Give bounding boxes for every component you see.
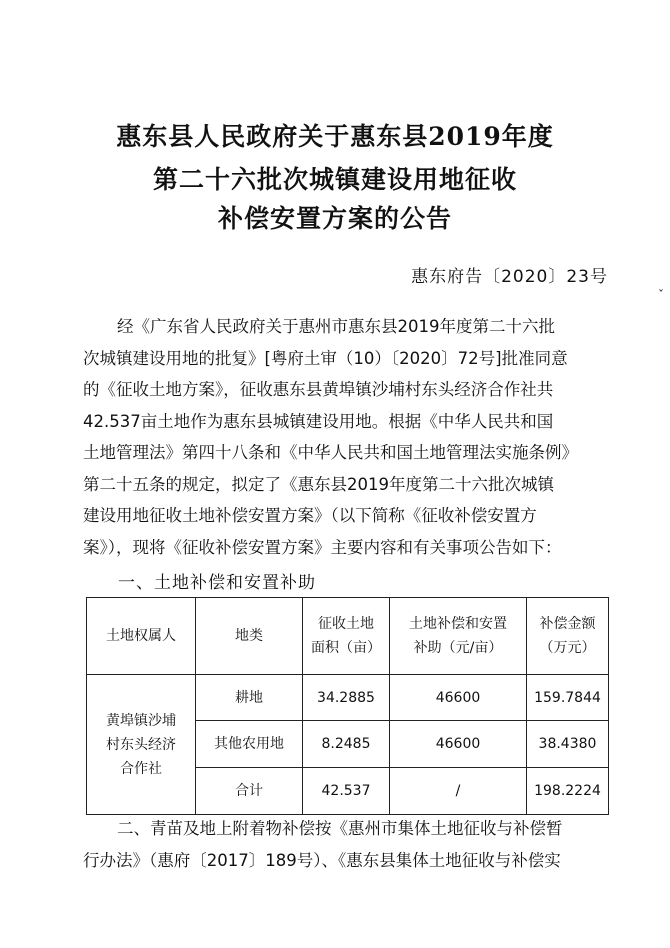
section-2-line: 二、青苗及地上附着物补偿按《惠州市集体土地征收与补偿暂 — [117, 819, 563, 838]
cell-rate: 46600 — [390, 675, 527, 721]
compensation-table — [86, 597, 609, 815]
section-heading-1: 一、土地补偿和安置补助 — [118, 573, 316, 593]
intro-line: 土地管理法》第四十八条和《中华人民共和国土地管理法实施条例》 — [83, 443, 578, 462]
header-area: 征收土地 面积（亩） — [303, 598, 390, 675]
section-2-line: 行办法》（惠府〔2017〕189号）、《惠东县集体土地征收与补偿实 — [83, 850, 561, 870]
cell-land-type: 耕地 — [196, 675, 303, 721]
intro-line: 次城镇建设用地的批复》[粤府土审（10）〔2020〕72号]批准同意 — [83, 348, 568, 368]
intro-line: 案》），现将《征收补偿安置方案》主要内容和有关事项公告如下： — [83, 537, 562, 557]
intro-line: 建设用地征收土地补偿安置方案》（以下简称《征收补偿安置方 — [83, 506, 537, 525]
cell-land-type: 其他农用地 — [196, 721, 303, 768]
title-line-2: 第二十六批次城镇建设用地征收 — [152, 165, 517, 194]
cell-rate: / — [390, 768, 527, 815]
cell-area: 34.2885 — [303, 675, 390, 721]
header-owner: 土地权属人 — [87, 598, 196, 675]
intro-line: 第二十五条的规定，拟定了《惠东县2019年度第二十六批次城镇 — [83, 474, 554, 494]
document-number: 惠东府告〔2020〕23号 — [411, 267, 608, 287]
title-line-3: 补偿安置方案的公告 — [217, 204, 452, 233]
cell-rate: 46600 — [390, 721, 527, 768]
cell-area: 8.2485 — [303, 721, 390, 768]
title-line-1: 惠东县人民政府关于惠东县2019年度 — [116, 122, 554, 151]
intro-line: 的《征收土地方案》，征收惠东县黄埠镇沙埔村东头经济合作社共 — [83, 380, 554, 399]
header-rate: 土地补偿和安置 补助（元/亩） — [390, 598, 527, 675]
intro-paragraph — [83, 311, 603, 563]
table-row — [87, 675, 609, 721]
cell-amount: 159.7844 — [527, 675, 609, 721]
header-amount: 补偿金额 （万元） — [527, 598, 609, 675]
table-header-row — [87, 598, 609, 675]
header-land-type: 地类 — [196, 598, 303, 675]
cell-amount: 38.4380 — [527, 721, 609, 768]
scan-mark: ˇ — [658, 288, 664, 302]
cell-land-type: 合计 — [196, 768, 303, 815]
intro-line: 42.537亩土地作为惠东县城镇建设用地。根据《中华人民共和国 — [83, 411, 554, 431]
intro-line: 经《广东省人民政府关于惠州市惠东县2019年度第二十六批 — [117, 317, 555, 336]
cell-amount: 198.2224 — [527, 768, 609, 815]
section-2-paragraph — [83, 813, 603, 876]
cell-area: 42.537 — [303, 768, 390, 815]
owner-cell: 黄埠镇沙埔 村东头经济 合作社 — [87, 675, 196, 815]
